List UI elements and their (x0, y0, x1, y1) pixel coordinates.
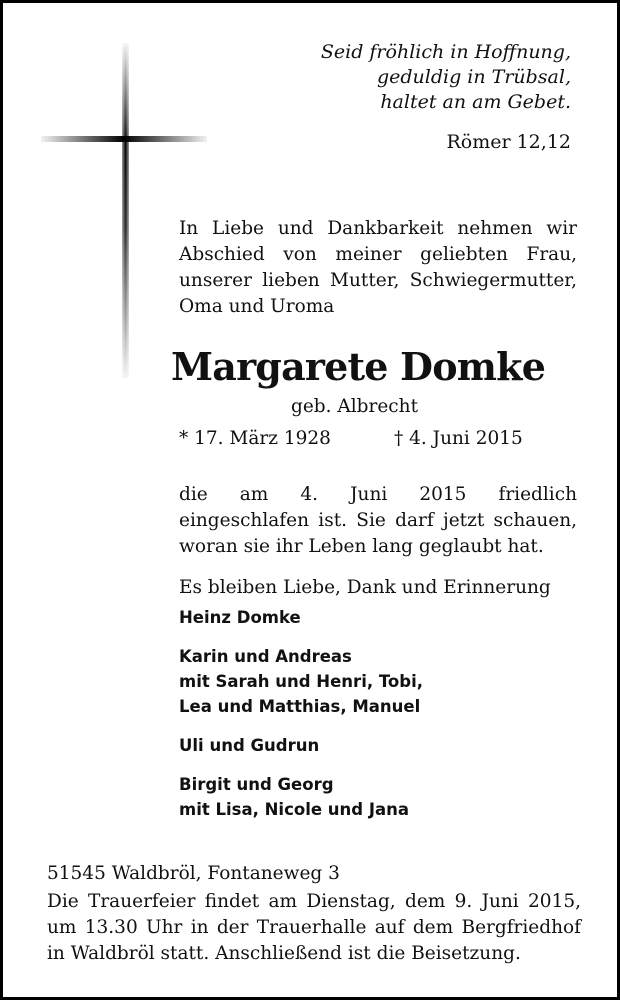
verse-reference: Römer 12,12 (446, 131, 571, 153)
maiden-name: geb. Albrecht (291, 396, 419, 417)
passing-text: die am 4. Juni 2015 friedlich eingeschlafen ist. Sie darf jetzt schauen, woran sie ihr Leben lang geglaubt hat. (179, 484, 577, 557)
mourner-line: Karin und Andreas (179, 647, 352, 666)
mourner-group (179, 772, 423, 822)
mourner-line: mit Sarah und Henri, Tobi, (179, 672, 423, 691)
mourner-line: Heinz Domke (179, 608, 301, 627)
address: 51545 Waldbröl, Fontaneweg 3 (47, 863, 340, 884)
mourner-line: Lea und Matthias, Manuel (179, 697, 421, 716)
intro-text: In Liebe und Dankbarkeit nehmen wir Abschied von meiner geliebten Frau, unserer lieben Mutter, Schwiegermutter, Oma und Uroma (179, 218, 577, 317)
mourner-group (179, 605, 423, 630)
mourner-group (179, 644, 423, 719)
verse-line: haltet an am Gebet. (380, 91, 571, 113)
death-date: † 4. Juni 2015 (394, 428, 523, 449)
remain-text: Es bleiben Liebe, Dank und Erinnerung (179, 577, 551, 598)
birth-date: * 17. März 1928 (179, 428, 331, 449)
deceased-name: Margarete Domke (171, 344, 546, 389)
verse-line: Seid fröhlich in Hoffnung, (320, 41, 571, 63)
service-text: Die Trauerfeier findet am Dienstag, dem 9. Juni 2015, um 13.30 Uhr in der Trauerhalle auf dem Bergfriedhof in Waldbröl statt. Anschließend ist die Beisetzung. (47, 891, 581, 964)
mourner-line: Uli und Gudrun (179, 736, 320, 755)
mourner-line: Birgit und Georg (179, 775, 334, 794)
cross-icon (41, 43, 207, 378)
verse-line: geduldig in Trübsal, (376, 66, 571, 88)
mourners-list (179, 605, 423, 836)
bible-verse (241, 40, 571, 115)
mourner-line: mit Lisa, Nicole und Jana (179, 800, 409, 819)
mourner-group (179, 733, 423, 758)
